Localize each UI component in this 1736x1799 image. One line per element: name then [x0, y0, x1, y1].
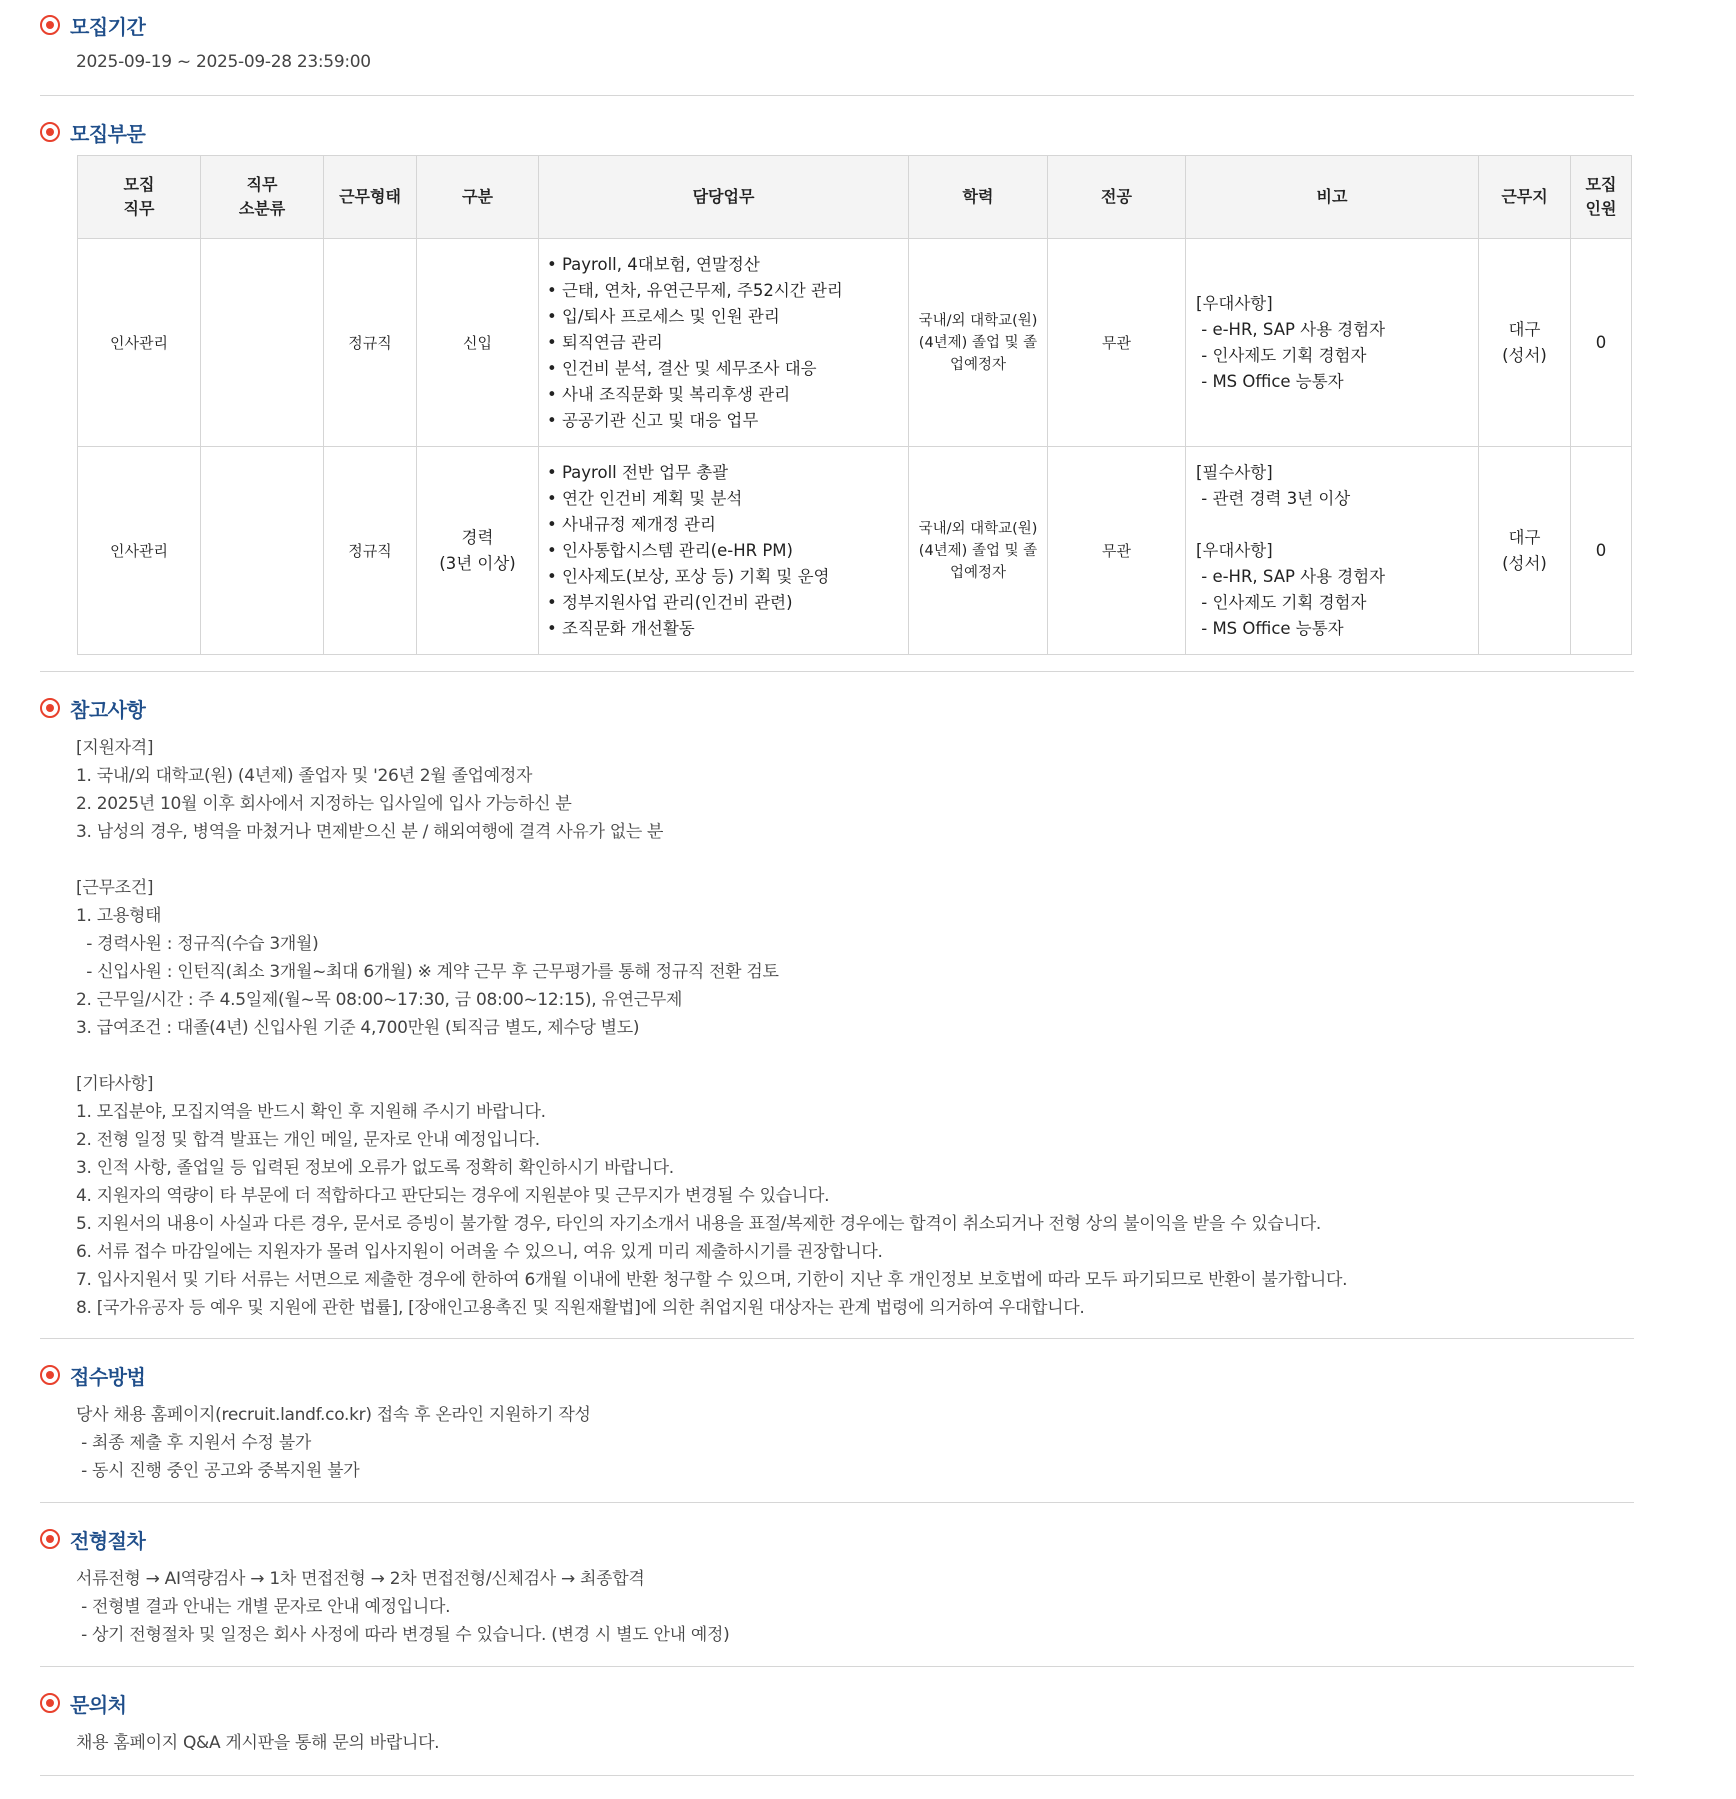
- note-line: 1. 고용형태: [76, 906, 162, 926]
- section-header: [40, 1524, 145, 1554]
- header-education: 학력: [909, 156, 1048, 239]
- cell-duties: • Payroll 전반 업무 총괄 • 연간 인건비 계획 및 분석 • 사내규정 제개정 관리 • 인사통합시스템 관리(e-HR PM) • 인사제도(보상, 포상 등) 기획 및 운영 • 정부지원사업 관리(인건비 관련) • 조직문화 개선활동: [539, 447, 909, 655]
- header-category: 구분: [417, 156, 539, 239]
- radio-bullet-icon: [40, 1693, 60, 1713]
- note-line: 2. 근무일/시간 : 주 4.5일제(월~목 08:00~17:30, 금 08:00~12:15), 유연근무제: [76, 990, 683, 1010]
- section-title: 모집기간: [70, 14, 146, 39]
- section-title: 참고사항: [70, 697, 146, 722]
- divider: [40, 1502, 1634, 1503]
- table-header-row: [78, 156, 1632, 239]
- section-title: 모집부문: [70, 121, 146, 146]
- header-duties: 담당업무: [539, 156, 909, 239]
- apply-line: 당사 채용 홈페이지(recruit.landf.co.kr) 접속 후 온라인 지원하기 작성: [76, 1405, 591, 1425]
- divider: [40, 1666, 1634, 1667]
- header-employment-type: 근무형태: [324, 156, 417, 239]
- cell-remarks: [우대사항] - e-HR, SAP 사용 경험자 - 인사제도 기획 경험자 - MS Office 능통자: [1186, 239, 1479, 447]
- note-line: 1. 국내/외 대학교(원) (4년제) 졸업자 및 '26년 2월 졸업예정자: [76, 766, 533, 786]
- cell-headcount: 0: [1571, 447, 1632, 655]
- divider: [40, 1338, 1634, 1339]
- header-subcategory: 직무 소분류: [201, 156, 324, 239]
- note-line: - 신입사원 : 인턴직(최소 3개월~최대 6개월) ※ 계약 근무 후 근무평가를 통해 정규직 전환 검토: [76, 962, 779, 982]
- header-major: 전공: [1048, 156, 1186, 239]
- section-title: 접수방법: [70, 1364, 146, 1389]
- radio-bullet-icon: [40, 1529, 60, 1549]
- cell-subcategory: [201, 239, 324, 447]
- cell-category: 신입: [417, 239, 539, 447]
- section-header: [40, 117, 145, 147]
- cell-major: 무관: [1048, 239, 1186, 447]
- radio-bullet-icon: [40, 1365, 60, 1385]
- process-line: 서류전형 → AI역량검사 → 1차 면접전형 → 2차 면접전형/신체검사 → 최종합격: [76, 1569, 645, 1589]
- note-line: 2. 전형 일정 및 합격 발표는 개인 메일, 문자로 안내 예정입니다.: [76, 1130, 540, 1150]
- cell-job: 인사관리: [78, 447, 201, 655]
- section-header: [40, 1688, 126, 1718]
- section-header: [40, 10, 145, 40]
- job-table: [77, 155, 1632, 655]
- note-line: 7. 입사지원서 및 기타 서류는 서면으로 제출한 경우에 한하여 6개월 이내에 반환 청구할 수 있으며, 기한이 지난 후 개인정보 보호법에 따라 모두 파기되므로 반환이 불가합니다.: [76, 1270, 1348, 1290]
- cell-job: 인사관리: [78, 239, 201, 447]
- note-line: 2. 2025년 10월 이후 회사에서 지정하는 입사일에 입사 가능하신 분: [76, 794, 572, 814]
- note-line: 3. 남성의 경우, 병역을 마쳤거나 면제받으신 분 / 해외여행에 결격 사유가 없는 분: [76, 822, 664, 842]
- contact-line: 채용 홈페이지 Q&A 게시판을 통해 문의 바랍니다.: [76, 1733, 440, 1753]
- header-location: 근무지: [1479, 156, 1571, 239]
- section-header: [40, 693, 145, 723]
- apply-line: - 동시 진행 중인 공고와 중복지원 불가: [76, 1461, 360, 1481]
- divider: [40, 95, 1634, 96]
- cell-headcount: 0: [1571, 239, 1632, 447]
- period-value: 2025-09-19 ~ 2025-09-28 23:59:00: [76, 52, 371, 72]
- header-headcount: 모집 인원: [1571, 156, 1632, 239]
- cell-employment-type: 정규직: [324, 239, 417, 447]
- note-line: 3. 인적 사항, 졸업일 등 입력된 정보에 오류가 없도록 정확히 확인하시기 바랍니다.: [76, 1158, 674, 1178]
- radio-bullet-icon: [40, 15, 60, 35]
- note-line: 5. 지원서의 내용이 사실과 다른 경우, 문서로 증빙이 불가할 경우, 타인의 자기소개서 내용을 표절/복제한 경우에는 합격이 취소되거나 전형 상의 불이익을 받을 수 있습니다.: [76, 1214, 1321, 1234]
- note-line: [기타사항]: [76, 1074, 154, 1094]
- note-line: 6. 서류 접수 마감일에는 지원자가 몰려 입사지원이 어려울 수 있으니, 여유 있게 미리 제출하시기를 권장합니다.: [76, 1242, 883, 1262]
- divider: [40, 671, 1634, 672]
- cell-remarks: [필수사항] - 관련 경력 3년 이상 [우대사항] - e-HR, SAP 사용 경험자 - 인사제도 기획 경험자 - MS Office 능통자: [1186, 447, 1479, 655]
- cell-subcategory: [201, 447, 324, 655]
- note-line: 8. [국가유공자 등 예우 및 지원에 관한 법률], [장애인고용촉진 및 직원재활법]에 의한 취업지원 대상자는 관계 법령에 의거하여 우대합니다.: [76, 1298, 1085, 1318]
- note-line: - 경력사원 : 정규직(수습 3개월): [76, 934, 319, 954]
- radio-bullet-icon: [40, 698, 60, 718]
- table-row: [78, 239, 1632, 447]
- header-job: 모집 직무: [78, 156, 201, 239]
- cell-education: 국내/외 대학교(원) (4년제) 졸업 및 졸 업예정자: [909, 447, 1048, 655]
- note-line: 1. 모집분야, 모집지역을 반드시 확인 후 지원해 주시기 바랍니다.: [76, 1102, 546, 1122]
- section-header: [40, 1360, 145, 1390]
- cell-location: 대구 (성서): [1479, 239, 1571, 447]
- cell-duties: • Payroll, 4대보험, 연말정산 • 근태, 연차, 유연근무제, 주52시간 관리 • 입/퇴사 프로세스 및 인원 관리 • 퇴직연금 관리 • 인건비 분석, 결산 및 세무조사 대응 • 사내 조직문화 및 복리후생 관리 • 공공기관 신고 및 대응 업무: [539, 239, 909, 447]
- process-line: - 전형별 결과 안내는 개별 문자로 안내 예정입니다.: [76, 1597, 451, 1617]
- divider: [40, 1775, 1634, 1776]
- section-title: 전형절차: [70, 1528, 146, 1553]
- apply-line: - 최종 제출 후 지원서 수정 불가: [76, 1433, 312, 1453]
- note-line: [지원자격]: [76, 738, 154, 758]
- cell-major: 무관: [1048, 447, 1186, 655]
- note-line: [근무조건]: [76, 878, 154, 898]
- note-line: 4. 지원자의 역량이 타 부문에 더 적합하다고 판단되는 경우에 지원분야 및 근무지가 변경될 수 있습니다.: [76, 1186, 830, 1206]
- radio-bullet-icon: [40, 122, 60, 142]
- cell-education: 국내/외 대학교(원) (4년제) 졸업 및 졸 업예정자: [909, 239, 1048, 447]
- section-title: 문의처: [70, 1692, 127, 1717]
- cell-location: 대구 (성서): [1479, 447, 1571, 655]
- table-row: [78, 447, 1632, 655]
- process-line: - 상기 전형절차 및 일정은 회사 사정에 따라 변경될 수 있습니다. (변경 시 별도 안내 예정): [76, 1625, 730, 1645]
- header-remarks: 비고: [1186, 156, 1479, 239]
- cell-employment-type: 정규직: [324, 447, 417, 655]
- note-line: 3. 급여조건 : 대졸(4년) 신입사원 기준 4,700만원 (퇴직금 별도, 제수당 별도): [76, 1018, 640, 1038]
- cell-category: 경력 (3년 이상): [417, 447, 539, 655]
